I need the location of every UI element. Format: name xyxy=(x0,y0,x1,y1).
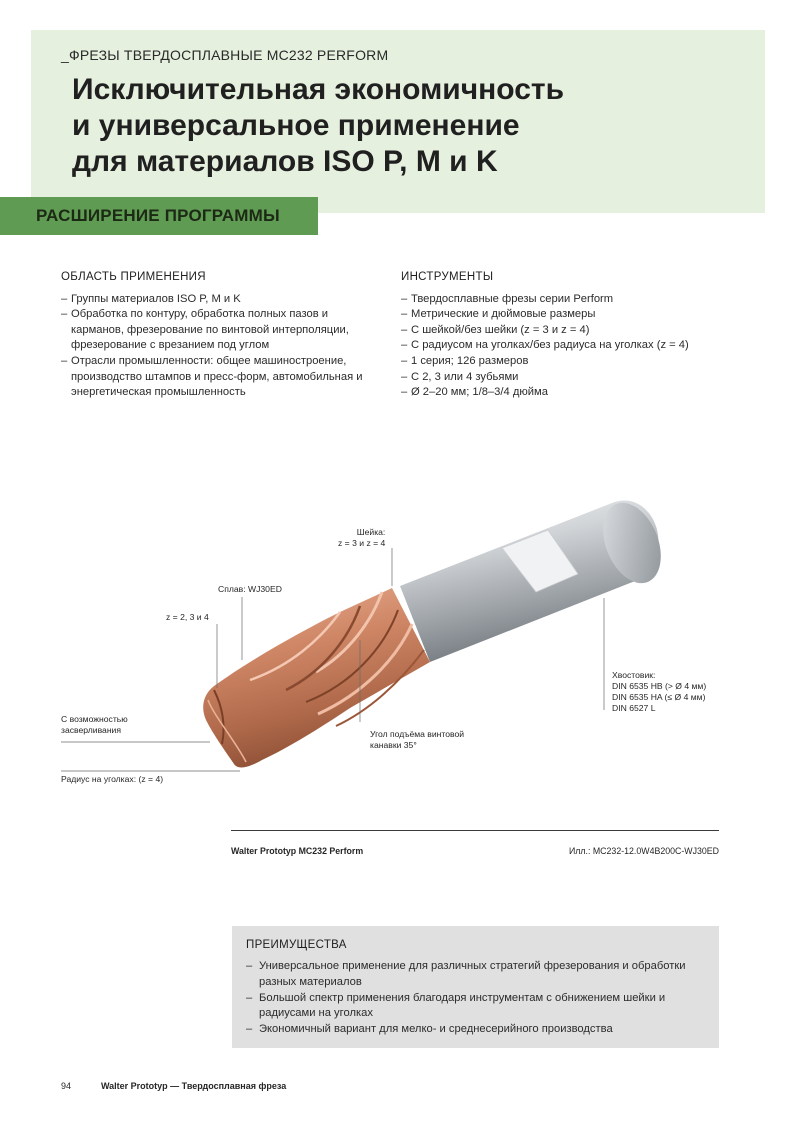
list-item: – Отрасли промышленности: общее машиностроение, производство штампов и пресс-форм, автомобильная и энергетическая промышленность xyxy=(61,354,381,401)
tools-section xyxy=(401,270,731,401)
title-line-2: и универсальное применение xyxy=(72,109,520,142)
list-item: – Ø 2–20 мм; 1/8–3/4 дюйма xyxy=(401,385,731,401)
advantages-list xyxy=(246,959,705,1038)
section-kicker: _ФРЕЗЫ ТВЕРДОСПЛАВНЫЕ MC232 PERFORM xyxy=(61,47,389,63)
program-banner-label: РАСШИРЕНИЕ ПРОГРАММЫ xyxy=(36,206,280,225)
neck-label xyxy=(338,527,385,549)
tools-list xyxy=(401,292,731,401)
list-item: – С 2, 3 или 4 зубьями xyxy=(401,370,731,386)
helix-angle-label xyxy=(370,729,464,751)
drilling-label xyxy=(61,714,128,736)
helix-label-line-2: канавки 35° xyxy=(370,740,417,750)
shank-label xyxy=(612,670,706,714)
list-item: – Группы материалов ISO P, M и K xyxy=(61,292,381,308)
shank-label-line-4: DIN 6527 L xyxy=(612,703,656,713)
drilling-label-line-1: С возможностью xyxy=(61,714,128,724)
list-item: – Твердосплавные фрезы серии Perform xyxy=(401,292,731,308)
tools-title: ИНСТРУМЕНТЫ xyxy=(401,271,494,283)
neck-label-line-2: z = 3 и z = 4 xyxy=(338,538,386,548)
list-item: – Метрические и дюймовые размеры xyxy=(401,307,731,323)
footer-title: Walter Prototyp — Твердосплавная фреза xyxy=(101,1081,287,1091)
shank-label-line-1: Хвостовик: xyxy=(612,670,656,680)
shank-label-line-2: DIN 6535 HB (> Ø 4 мм) xyxy=(612,681,707,691)
list-item: – Большой спектр применения благодаря инструментам с обнижением шейки и радиусами на уголках xyxy=(246,991,705,1023)
page-number: 94 xyxy=(61,1081,72,1091)
title-line-3: для материалов ISO P, M и K xyxy=(72,145,498,178)
list-item: – С радиусом на уголках/без радиуса на уголках (z = 4) xyxy=(401,338,731,354)
list-item: – Универсальное применение для различных стратегий фрезерования и обработки разных материалов xyxy=(246,959,705,991)
application-list xyxy=(61,292,381,401)
figure-caption-product: Walter Prototyp MC232 Perform xyxy=(231,846,364,856)
caption-divider xyxy=(231,830,719,831)
list-item: – С шейкой/без шейки (z = 3 и z = 4) xyxy=(401,323,731,339)
alloy-label: Сплав: WJ30ED xyxy=(218,584,282,594)
drilling-label-line-2: засверливания xyxy=(61,725,122,735)
figure-caption-code: Илл.: MC232-12.0W4B200C-WJ30ED xyxy=(568,846,719,856)
advantages-title: ПРЕИМУЩЕСТВА xyxy=(246,939,347,951)
helix-label-line-1: Угол подъёма винтовой xyxy=(370,729,465,739)
list-item: – 1 серия; 126 размеров xyxy=(401,354,731,370)
advantages-box xyxy=(232,926,719,1048)
end-mill-illustration xyxy=(0,480,794,800)
list-item: – Обработка по контуру, обработка полных пазов и карманов, фрезерование по винтовой интерполяции, фрезерование с врезанием под углом xyxy=(61,307,381,354)
application-title: ОБЛАСТЬ ПРИМЕНЕНИЯ xyxy=(61,271,206,283)
page-title xyxy=(72,72,712,180)
list-item: – Экономичный вариант для мелко- и среднесерийного производства xyxy=(246,1022,705,1038)
radius-label: Радиус на уголках: (z = 4) xyxy=(61,774,164,784)
shank-label-line-3: DIN 6535 HA (≤ Ø 4 мм) xyxy=(612,692,706,702)
teeth-label: z = 2, 3 и 4 xyxy=(166,612,209,622)
application-section xyxy=(61,270,381,401)
neck-label-line-1: Шейка: xyxy=(356,527,386,537)
title-line-1: Исключительная экономичность xyxy=(72,73,565,106)
shank-body xyxy=(400,494,672,662)
